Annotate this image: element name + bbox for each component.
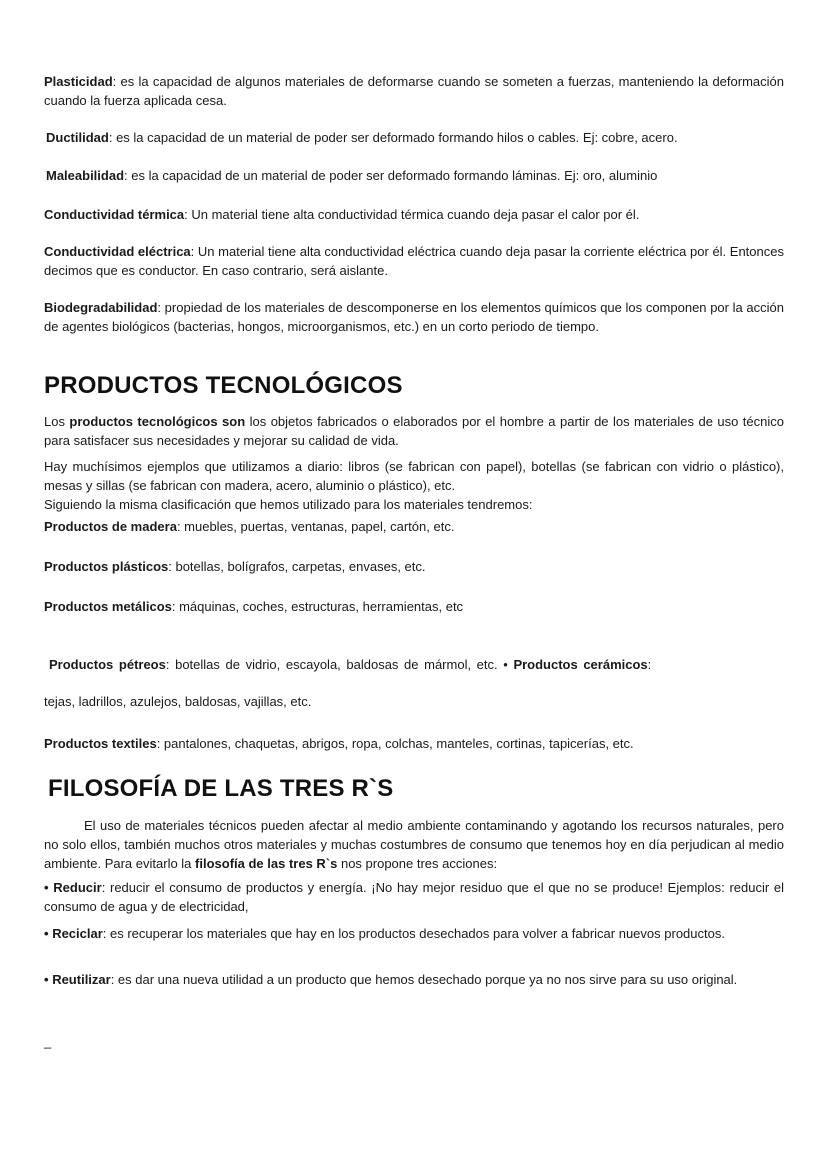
action-reducir: • Reducir: reducir el consumo de productos y energía. ¡No hay mejor residuo que el que no se produce! Ejemplos: reducir el consumo de agua y de electricidad,: [44, 880, 784, 914]
bullet-icon: •: [44, 972, 49, 987]
property-ductilidad: Ductilidad: es la capacidad de un material de poder ser deformado formando hilos o cables. Ej: cobre, acero.: [46, 130, 678, 145]
action-reutilizar: • Reutilizar: es dar una nueva utilidad a un producto que hemos desechado porque ya no nos sirve para su uso original.: [44, 972, 738, 987]
product-plasticos: Productos plásticos: botellas, bolígrafos, carpetas, envases, etc.: [44, 559, 426, 574]
heading-filosofia-tres-r: FILOSOFÍA DE LAS TRES R`S: [48, 775, 394, 802]
heading-productos-tecnologicos: PRODUCTOS TECNOLÓGICOS: [44, 372, 403, 399]
product-ceramicos-list: tejas, ladrillos, azulejos, baldosas, vajillas, etc.: [44, 694, 312, 709]
property-maleabilidad: Maleabilidad: es la capacidad de un material de poder ser deformado formando láminas. Ej: oro, aluminio: [46, 168, 658, 183]
property-biodegradabilidad: Biodegradabilidad: propiedad de los materiales de descomponerse en los elementos químicos que los componen por la acción de agentes biológicos (bacterias, hongos, microorganismos, etc.) en un corto periodo de tiempo.: [44, 300, 784, 334]
product-madera: Productos de madera: muebles, puertas, ventanas, papel, cartón, etc.: [44, 519, 455, 534]
property-conductividad-electrica: Conductividad eléctrica: Un material tiene alta conductividad eléctrica cuando deja pasar la corriente eléctrica por él. Entonces decimos que es conductor. En caso contrario, será aislante.: [44, 244, 784, 278]
productos-classification: Siguiendo la misma clasificación que hemos utilizado para los materiales tendremos:: [44, 497, 533, 512]
product-metalicos: Productos metálicos: máquinas, coches, estructuras, herramientas, etc: [44, 599, 464, 614]
productos-intro: Los productos tecnológicos son los objetos fabricados o elaborados por el hombre a partir de los materiales de uso técnico para satisfacer sus necesidades y mejorar su calidad de vida.: [44, 414, 784, 448]
property-conductividad-termica: Conductividad térmica: Un material tiene alta conductividad térmica cuando deja pasar el calor por él.: [44, 207, 640, 222]
productos-examples: Hay muchísimos ejemplos que utilizamos a diario: libros (se fabrican con papel), botellas (se fabrican con vidrio o plástico), mesas y sillas (se fabrican con madera, acero, aluminio o plástico), etc.: [44, 459, 784, 493]
product-petreos-ceramicos: Productos pétreos: botellas de vidrio, escayola, baldosas de mármol, etc. • Productos cerámicos:: [49, 657, 652, 672]
bullet-icon: •: [503, 657, 508, 672]
action-reciclar: • Reciclar: es recuperar los materiales que hay en los productos desechados para volver a fabricar nuevos productos.: [44, 926, 725, 941]
bullet-icon: •: [44, 926, 49, 941]
footer-mark: _: [44, 1034, 52, 1049]
term: Plasticidad: [44, 74, 113, 89]
bullet-icon: •: [44, 880, 49, 895]
property-plasticidad: Plasticidad: es la capacidad de algunos materiales de deformarse cuando se someten a fuerzas, manteniendo la deformación cuando la fuerza aplicada cesa.: [44, 74, 784, 108]
filosofia-intro: El uso de materiales técnicos pueden afectar al medio ambiente contaminando y agotando los recursos naturales, pero no solo ellos, también muchos otros materiales y muchas costumbres de consumo que tenemos hoy en día perjudican al medio ambiente. Para evitarlo la filosofía de las tres R`s nos propone tres acciones:: [44, 818, 784, 871]
product-textiles: Productos textiles: pantalones, chaquetas, abrigos, ropa, colchas, manteles, cortinas, tapicerías, etc.: [44, 736, 634, 751]
